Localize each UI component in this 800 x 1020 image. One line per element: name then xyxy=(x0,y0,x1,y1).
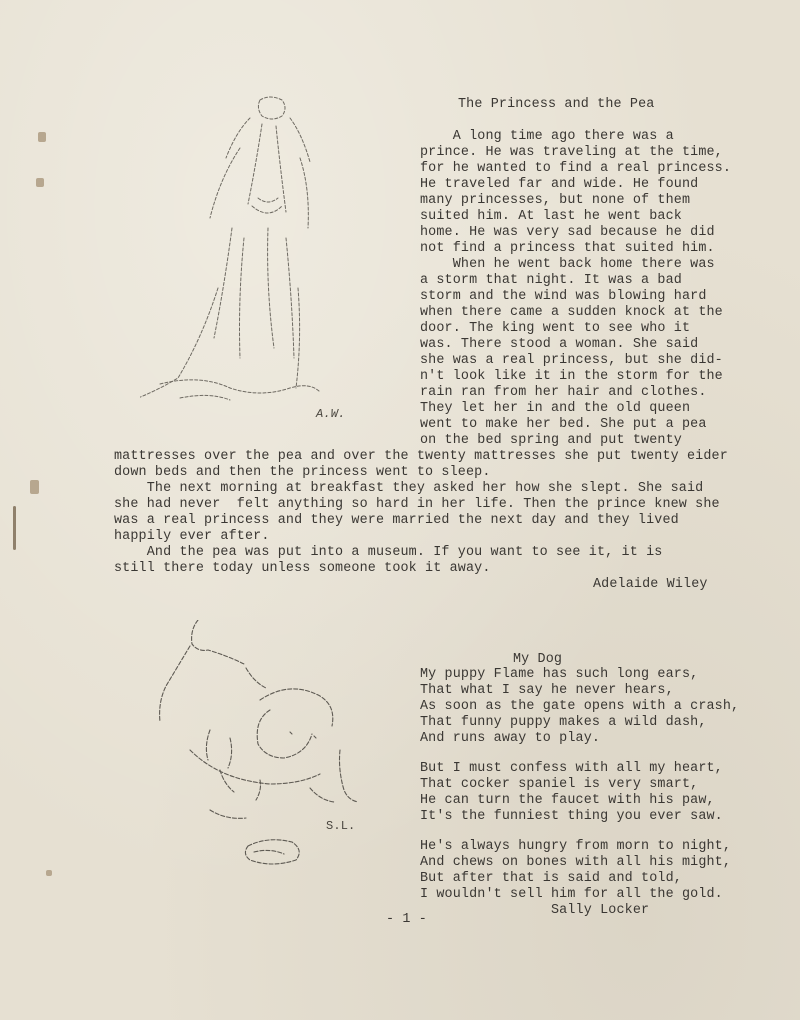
story-author: Adelaide Wiley xyxy=(593,577,708,592)
binder-mark xyxy=(13,506,16,550)
poem-line: That funny puppy makes a wild dash, xyxy=(420,715,707,730)
poem-line: I wouldn't sell him for all the gold. xyxy=(420,887,723,902)
story-line: And the pea was put into a museum. If you want to see it, it is xyxy=(114,545,663,560)
binder-mark xyxy=(36,178,44,187)
poem-line: My puppy Flame has such long ears, xyxy=(420,667,699,682)
page-number: - 1 - xyxy=(386,912,427,927)
story-line: was. There stood a woman. She said xyxy=(420,337,699,352)
story-line: They let her in and the old queen xyxy=(420,401,691,416)
poem-line: And chews on bones with all his might, xyxy=(420,855,732,870)
story-line: suited him. At last he went back xyxy=(420,209,682,224)
story-line: home. He was very sad because he did xyxy=(420,225,715,240)
story-line: she had never felt anything so hard in her life. Then the prince knew she xyxy=(114,497,720,512)
princess-illustration-initials: A.W. xyxy=(316,407,346,421)
binder-mark xyxy=(38,132,46,142)
story-line: He traveled far and wide. He found xyxy=(420,177,699,192)
story-line: was a real princess and they were married the next day and they lived xyxy=(114,513,679,528)
poem-line: He's always hungry from morn to night, xyxy=(420,839,732,854)
poem-line: But after that is said and told, xyxy=(420,871,682,886)
story-line: for he wanted to find a real princess. xyxy=(420,161,732,176)
story-line: down beds and then the princess went to sleep. xyxy=(114,465,491,480)
story-line: went to make her bed. She put a pea xyxy=(420,417,707,432)
story-line: many princesses, but none of them xyxy=(420,193,691,208)
story-line: door. The king went to see who it xyxy=(420,321,691,336)
story-line: still there today unless someone took it away. xyxy=(114,561,491,576)
story-title: The Princess and the Pea xyxy=(458,97,655,112)
story-line: mattresses over the pea and over the twenty mattresses she put twenty eider xyxy=(114,449,728,464)
poem-title: My Dog xyxy=(513,652,563,667)
story-line: The next morning at breakfast they asked her how she slept. She said xyxy=(114,481,704,496)
poem-line: But I must confess with all my heart, xyxy=(420,761,723,776)
princess-illustration xyxy=(140,88,400,428)
poem-line: It's the funniest thing you ever saw. xyxy=(420,809,723,824)
poem-line: That cocker spaniel is very smart, xyxy=(420,777,699,792)
poem-line: As soon as the gate opens with a crash, xyxy=(420,699,740,714)
story-line: prince. He was traveling at the time, xyxy=(420,145,723,160)
poem-line: He can turn the faucet with his paw, xyxy=(420,793,715,808)
story-line: rain ran from her hair and clothes. xyxy=(420,385,707,400)
story-line: When he went back home there was xyxy=(420,257,715,272)
binder-mark xyxy=(30,480,39,494)
poem-line: And runs away to play. xyxy=(420,731,601,746)
poem-author: Sally Locker xyxy=(551,903,650,918)
poem-line: That what I say he never hears, xyxy=(420,683,674,698)
dog-illustration-initials: S.L. xyxy=(326,819,356,833)
story-line: she was a real princess, but she did- xyxy=(420,353,723,368)
story-line: happily ever after. xyxy=(114,529,270,544)
story-line: A long time ago there was a xyxy=(420,129,674,144)
dog-illustration xyxy=(150,620,390,880)
story-line: storm and the wind was blowing hard xyxy=(420,289,707,304)
story-line: when there came a sudden knock at the xyxy=(420,305,723,320)
story-line: a storm that night. It was a bad xyxy=(420,273,682,288)
binder-mark xyxy=(46,870,52,876)
story-line: not find a princess that suited him. xyxy=(420,241,715,256)
story-line: on the bed spring and put twenty xyxy=(420,433,682,448)
story-line: n't look like it in the storm for the xyxy=(420,369,723,384)
